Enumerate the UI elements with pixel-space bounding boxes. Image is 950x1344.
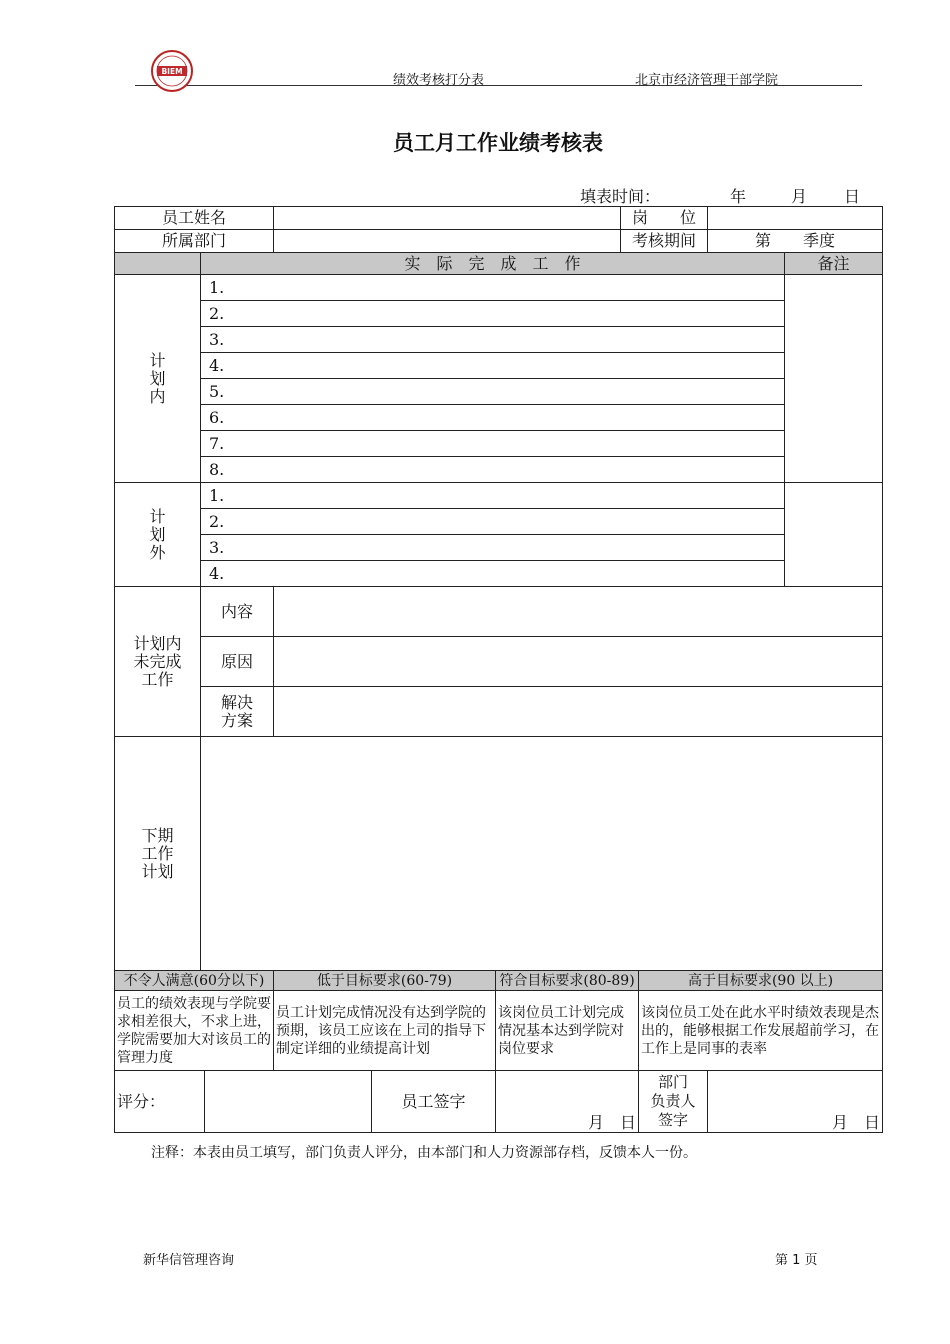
- employee-name-label: 员工姓名: [115, 207, 274, 230]
- planned-item[interactable]: 3.: [201, 327, 785, 353]
- planned-item[interactable]: 5.: [201, 379, 785, 405]
- header-organization: 北京市经济管理干部学院: [635, 73, 779, 88]
- incomplete-row: [115, 637, 883, 687]
- unplanned-row: [115, 509, 883, 535]
- planned-remarks[interactable]: [785, 275, 883, 483]
- fill-date-label: 填表时间：: [580, 187, 661, 206]
- unplanned-item[interactable]: 3.: [201, 535, 785, 561]
- unplanned-row: [115, 535, 883, 561]
- school-logo-icon: [150, 49, 194, 93]
- unplanned-item[interactable]: 1.: [201, 483, 785, 509]
- unplanned-remarks[interactable]: [785, 483, 883, 587]
- incomplete-solution-label: 解决 方案: [201, 687, 274, 737]
- unplanned-item[interactable]: 2.: [201, 509, 785, 535]
- next-plan-label: 下期 工作 计划: [115, 737, 201, 971]
- form-note: 注释：本表由员工填写，部门负责人评分，由本部门和人力资源部存档，反馈本人一份。: [151, 1145, 697, 1161]
- rubric-description-row: [115, 991, 883, 1071]
- position-field[interactable]: [708, 207, 883, 230]
- employee-name-field[interactable]: [274, 207, 621, 230]
- period-label: 考核期间: [621, 230, 708, 253]
- footer-company: 新华信管理咨询: [143, 1253, 235, 1268]
- rubric-header: 高于目标要求(90 以上): [639, 971, 883, 991]
- work-header-label: 实 际 完 成 工 作: [201, 253, 785, 275]
- planned-row: [115, 379, 883, 405]
- info-row-2: [115, 230, 883, 253]
- fill-date-day: 日: [844, 187, 861, 206]
- planned-row: [115, 457, 883, 483]
- planned-item[interactable]: 1.: [201, 275, 785, 301]
- position-label: 岗 位: [621, 207, 708, 230]
- planned-row: [115, 405, 883, 431]
- rubric-description: 员工计划完成情况没有达到学院的预期，该员工应该在上司的指导下制定详细的业绩提高计划: [274, 991, 496, 1071]
- rubric-description: 该岗位员工处在此水平时绩效表现是杰出的，能够根据工作发展超前学习，在工作上是同事的表率: [639, 991, 883, 1071]
- rubric-header: 不令人满意(60分以下): [115, 971, 274, 991]
- department-label: 所属部门: [115, 230, 274, 253]
- incomplete-label: 计划内 未完成 工作: [115, 587, 201, 737]
- department-field[interactable]: [274, 230, 621, 253]
- planned-item[interactable]: 2.: [201, 301, 785, 327]
- period-field[interactable]: 第 季度: [708, 230, 883, 253]
- header-doc-type: 绩效考核打分表: [393, 73, 485, 88]
- info-row-1: [115, 207, 883, 230]
- planned-row: [115, 275, 883, 301]
- rubric-header: 低于目标要求(60-79): [274, 971, 496, 991]
- planned-item[interactable]: 7.: [201, 431, 785, 457]
- unplanned-row: [115, 483, 883, 509]
- logo-text: BIEM: [161, 67, 183, 76]
- signature-row: [115, 1071, 883, 1133]
- unplanned-row: [115, 561, 883, 587]
- employee-sign-label: 员工签字: [372, 1071, 496, 1133]
- incomplete-solution-field[interactable]: [274, 687, 883, 737]
- planned-item[interactable]: 8.: [201, 457, 785, 483]
- rubric-header-row: [115, 971, 883, 991]
- incomplete-reason-field[interactable]: [274, 637, 883, 687]
- unplanned-item[interactable]: 4.: [201, 561, 785, 587]
- score-label: 评分：: [115, 1071, 205, 1133]
- incomplete-content-label: 内容: [201, 587, 274, 637]
- remarks-header: 备注: [785, 253, 883, 275]
- planned-item[interactable]: 6.: [201, 405, 785, 431]
- evaluation-form-table: [114, 206, 883, 1133]
- score-field[interactable]: [205, 1071, 372, 1133]
- next-plan-field[interactable]: [201, 737, 883, 971]
- footer-page-number: 第 1 页: [775, 1253, 818, 1268]
- planned-row: [115, 301, 883, 327]
- planned-row: [115, 353, 883, 379]
- manager-sign-label: 部门 负责人 签字: [639, 1071, 708, 1133]
- rubric-description: 员工的绩效表现与学院要求相差很大，不求上进，学院需要加大对该员工的管理力度: [115, 991, 274, 1071]
- incomplete-row: [115, 587, 883, 637]
- planned-label: 计 划 内: [115, 275, 201, 483]
- page-header: [135, 45, 862, 86]
- work-header-row: [115, 253, 883, 275]
- fill-date-month: 月: [791, 187, 808, 206]
- fill-date-year: 年: [730, 187, 747, 206]
- work-header-blank: [115, 253, 201, 275]
- incomplete-reason-label: 原因: [201, 637, 274, 687]
- incomplete-row: [115, 687, 883, 737]
- incomplete-content-field[interactable]: [274, 587, 883, 637]
- rubric-header: 符合目标要求(80-89): [496, 971, 639, 991]
- employee-sign-date[interactable]: 月 日: [496, 1071, 639, 1133]
- planned-row: [115, 327, 883, 353]
- manager-sign-date[interactable]: 月 日: [708, 1071, 883, 1133]
- page-title: 员工月工作业绩考核表: [393, 131, 603, 155]
- unplanned-label: 计 划 外: [115, 483, 201, 587]
- planned-row: [115, 431, 883, 457]
- next-plan-row: [115, 737, 883, 971]
- planned-item[interactable]: 4.: [201, 353, 785, 379]
- rubric-description: 该岗位员工计划完成情况基本达到学院对岗位要求: [496, 991, 639, 1071]
